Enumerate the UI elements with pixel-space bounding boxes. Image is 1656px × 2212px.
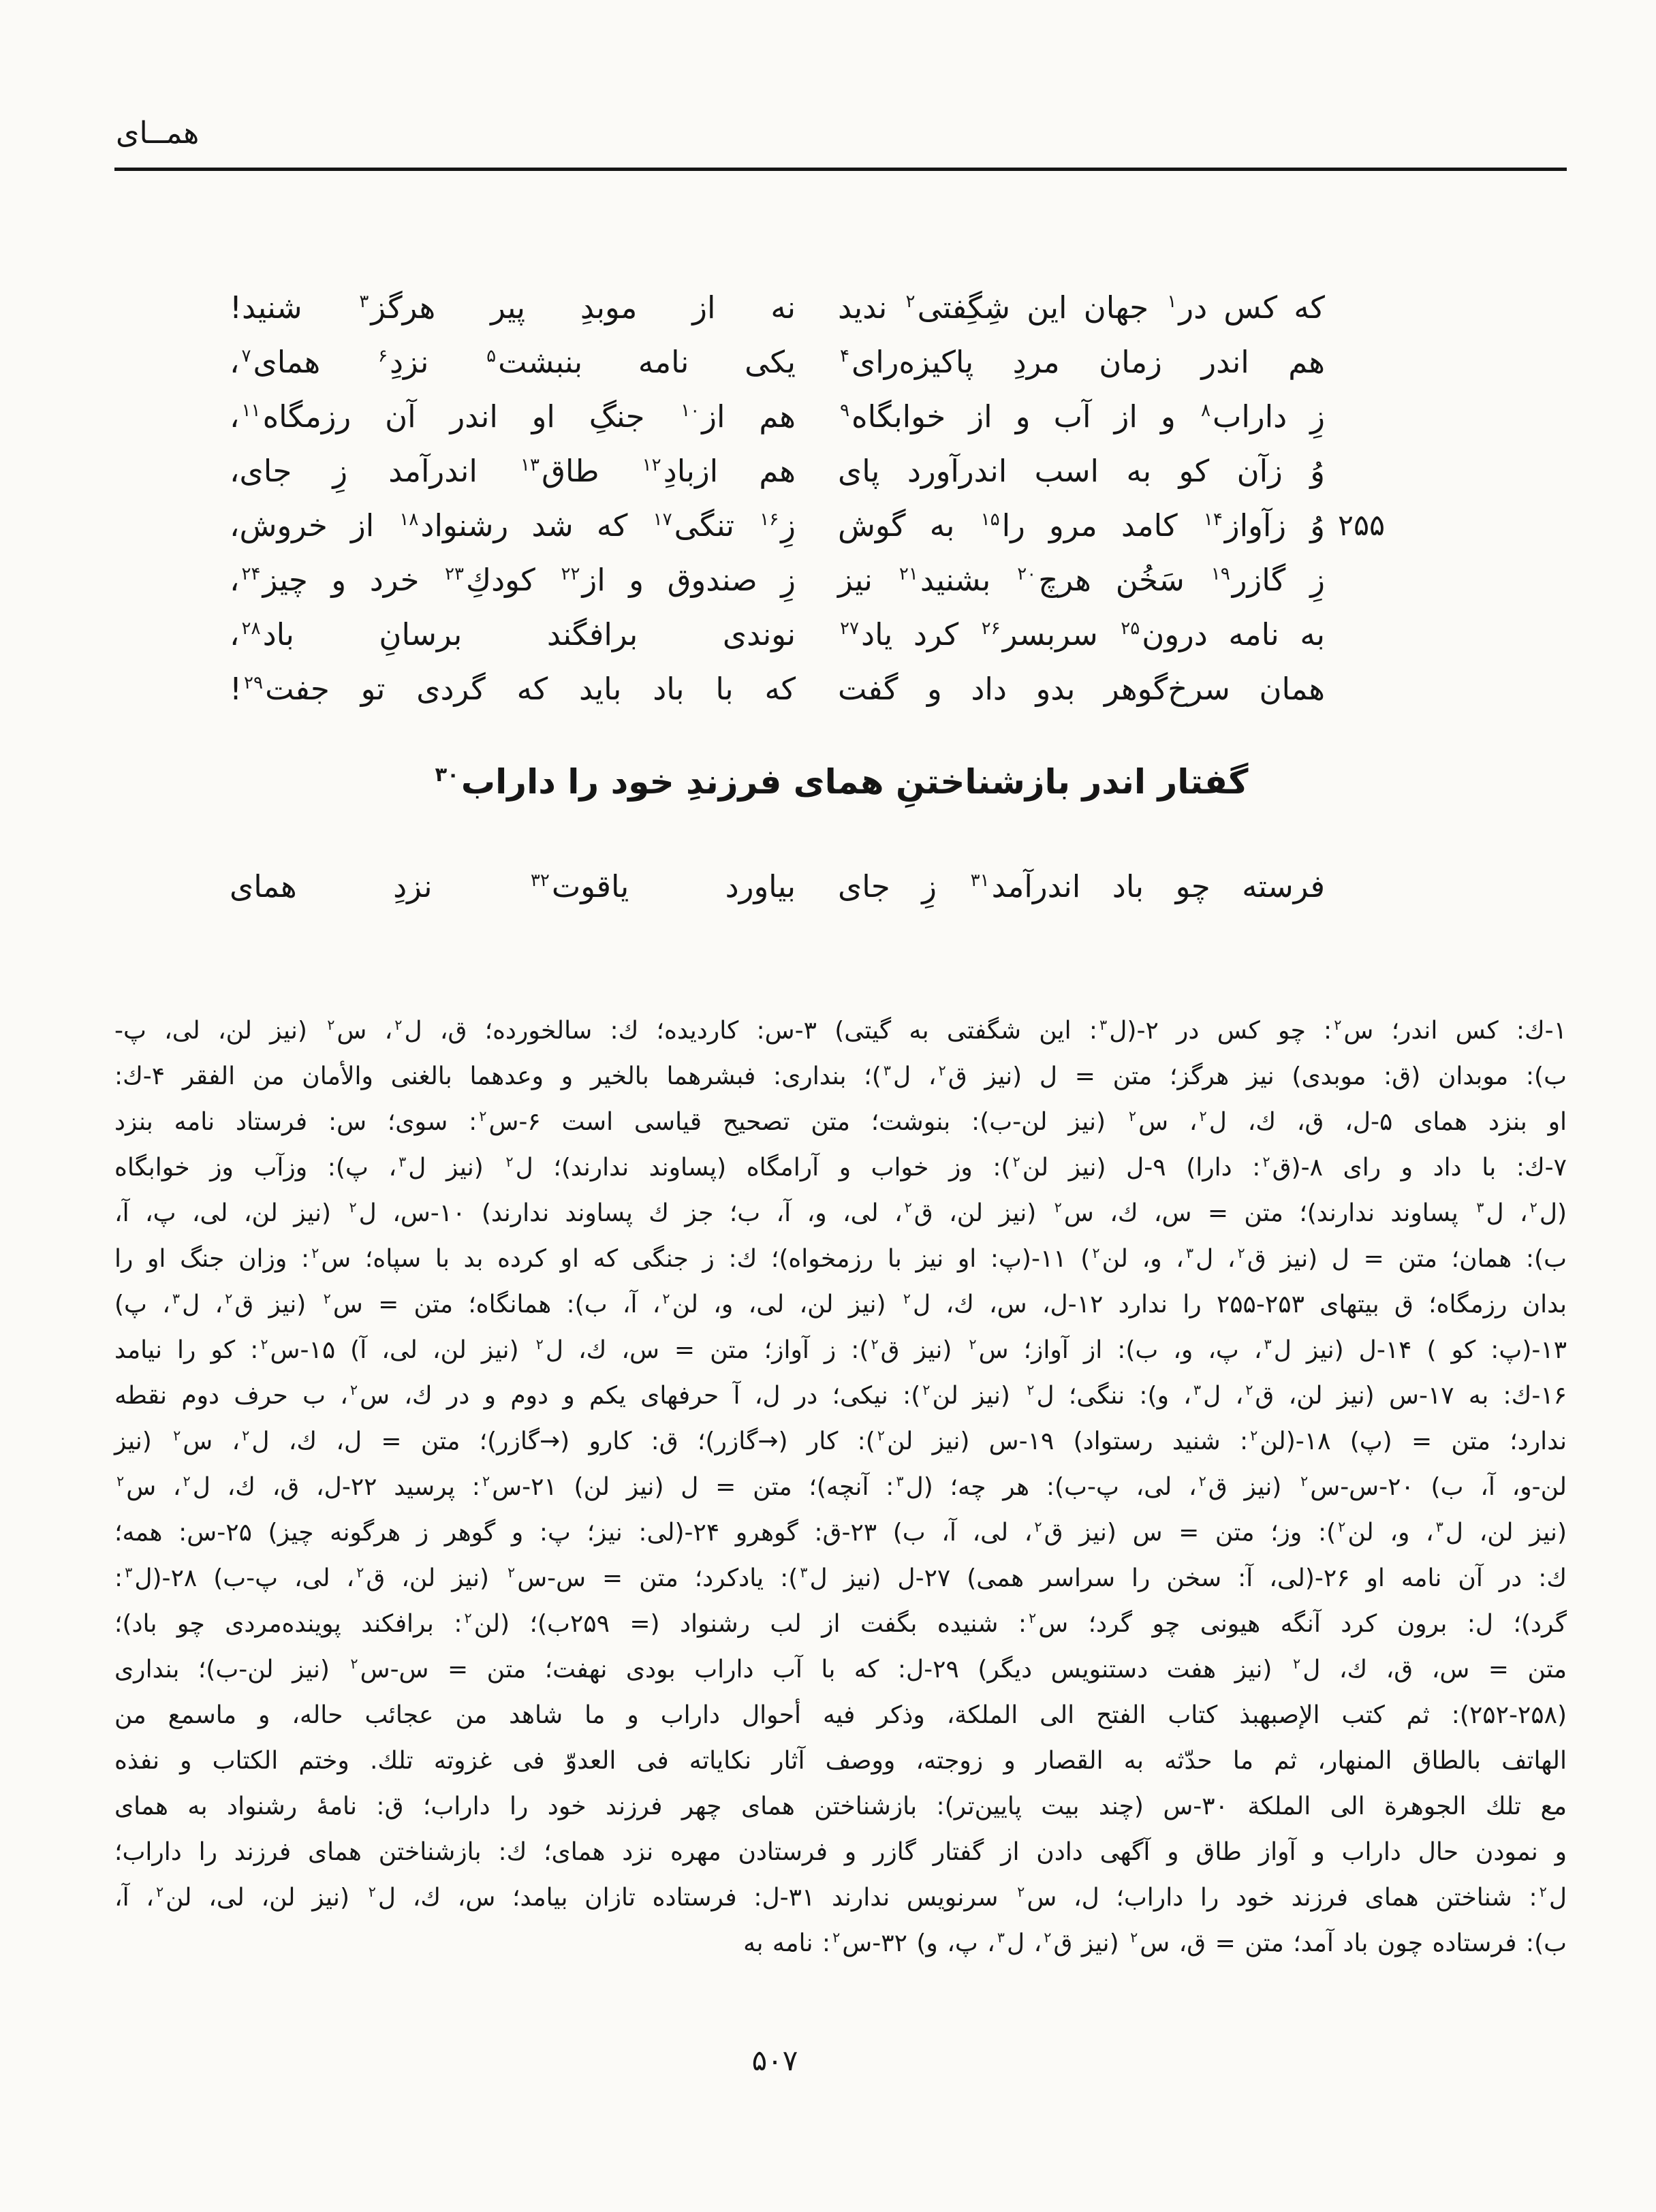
bayt-margin-number	[1319, 444, 1404, 499]
bayt-margin-number	[1319, 607, 1404, 662]
bayt-margin-number: ۲۵۵	[1337, 509, 1386, 543]
apparatus-line: ندارد؛ متن = (پ) ۱۸-(لن$^۲$: شنيد رستواد) ۱۹-س (نيز لن$^۲$): كار (→گازر)؛ ق: كارو (→گازر)؛ متن = ل، ك، ل$^۲$، س$^۲$ (نيز	[114, 1427, 1567, 1455]
hemistich-left: زِ صندوق و از$^{۲۲}$ كودكِ$^{۲۳}$ خرد و چيز$^{۲۴}$،	[230, 562, 796, 598]
hemistich-left: زِ$^{۱۶}$ تنگى$^{۱۷}$ كه شد رشنواد$^{۱۸}$ از خروش،	[230, 507, 796, 543]
apparatus-line: (۲۵۲-۲۵۸): ثم كتب الإصبهبذ كتاب الفتح الى الملكة، وذكر فيه أحوال داراب و ما شاهد من عجائب حاله، و ماسمع من	[114, 1701, 1567, 1729]
apparatus-line: ۱-ك: كس اندر؛ س$^۲$: چو كس در ۲-(ل$^۳$: اين شگفتى به گيتى) ۳-س: كارديده؛ ك: سالخورده؛ ق، ل$^۲$، س$^۲$ (نيز لن، لى، پ-	[114, 1017, 1567, 1045]
apparatus-line: ك: در آن نامه او ۲۶-(لى، آ: سخن را سراسر همى) ۲۷-ل (نيز ل$^۳$): يادكرد؛ متن = س-س$^۲$ (نيز لن، ق$^۲$، لى، پ-ب) ۲۸-(ل$^۳$:	[114, 1564, 1567, 1592]
hemistich-left: نه از موبدِ پير هرگز$^۳$ شنيد!	[230, 289, 796, 326]
bayt-margin-number	[1319, 281, 1404, 335]
apparatus-line: و نمودن حال داراب و آواز طاق و آگهى دادن از گفتار گازر و فرستادن مهره نزد هماى؛ ك: بازشناختن هماى فرزند را داراب؛	[114, 1838, 1567, 1866]
section-heading: گفتار اندر بازشناختنِ هماى فرزندِ خود را داراب$^{۳۰}$	[435, 762, 1249, 802]
header-rule	[114, 168, 1567, 171]
bayt-row	[0, 607, 1656, 662]
apparatus-line: مع تلك الجوهرة الى الملكة ۳۰-س (چند بيت پايين‌تر): بازشناختن هماى چهر فرزند خود را داراب؛ ق: نامهٔ رشنواد به هماى	[114, 1792, 1567, 1820]
hemistich-right: به نامه درون$^{۲۵}$ سربسر$^{۲۶}$ كرد ياد$^{۲۷}$	[840, 616, 1325, 652]
hemistich-right: كه كس در$^۱$ جهان اين شِگِفتى$^۲$ نديد	[838, 289, 1325, 326]
apparatus-line: بدان رزمگاه؛ ق بيتهاى ۲۵۳-۲۵۵ را ندارد ۱۲-ل، س، ك، ل$^۲$ (نيز لن، لى، و، لن$^۲$، آ، ب): همانگاه؛ متن = س$^۲$ (نيز ق$^۲$، ل$^۳$، پ)	[114, 1291, 1567, 1318]
apparatus-line: ب): همان؛ متن = ل (نيز ق$^۲$، ل$^۳$، و، لن$^۲$) ۱۱-(پ: او نيز با رزمخواه)؛ ك: ز جنگى كه او كرده بد با سپاه؛ س$^۲$: وزان جنگ او را	[114, 1245, 1567, 1273]
apparatus-line: ۱۳-(پ: كو ) ۱۴-ل (نيز ل$^۳$، پ، و، ب): از آواز؛ س$^۲$ (نيز ق$^۲$): ز آواز؛ متن = س، ك، ل$^۲$ (نيز لن، لى، آ) ۱۵-س$^۲$: كو را نيامد	[114, 1336, 1567, 1364]
hemistich-right: زِ گازر$^{۱۹}$ سَخُن هرچ$^{۲۰}$ بشنيد$^{۲۱}$ نيز	[838, 562, 1325, 598]
running-title: همــاى	[116, 116, 200, 151]
bayt-row	[0, 444, 1656, 499]
bayt-margin-number	[1319, 553, 1404, 607]
hemistich-right: همان سرخ‌گوهر بدو داد و گفت	[838, 671, 1325, 707]
bayt-row	[0, 335, 1656, 390]
apparatus-block	[114, 1008, 1567, 1966]
verse-after-heading	[0, 859, 1656, 914]
bayt-row	[0, 499, 1656, 553]
apparatus-line: لن-و، آ، ب) ۲۰-س-س$^۲$ (نيز ق$^۲$، لى، پ-ب): هر چه؛ (ل$^۳$: آنچه)؛ متن = ل (نيز لن) ۲۱-س$^۲$: پرسيد ۲۲-ل، ق، ك، ل$^۲$، س$^۲$	[116, 1473, 1567, 1501]
hemistich-right: وُ زآن كو به اسب اندرآورد پاى	[838, 453, 1325, 489]
hemistich-left: كه با باد بايد كه گردى تو جفت$^{۲۹}$!	[230, 671, 796, 707]
hemistich-left: هم از$^{۱۰}$ جنگِ او اندر آن رزمگاه$^{۱۱}$،	[230, 398, 796, 434]
poem	[0, 281, 1656, 716]
hemistich-right: فرسته چو باد اندرآمد$^{۳۱}$ زِ جاى	[838, 868, 1326, 904]
hemistich-left: نوندى برافگند برسانِ باد$^{۲۸}$،	[230, 616, 796, 652]
bayt-margin-number	[1319, 390, 1404, 444]
apparatus-line: (ل$^۲$، ل$^۳$ پساوند ندارند)؛ متن = س، ك، س$^۲$ (نيز لن، ق$^۲$، لى، و، آ، ب؛ جز ك پساوند ندارند) ۱۰-س، ل$^۲$ (نيز لن، لى، پ، آ،	[114, 1199, 1567, 1227]
apparatus-line: الهاتف بالطاق المنهار، ثم ما حدّثه به القصار و زوجته، ووصف آثار نكاياته فى العدوّ فى غزوته تلك. وختم الكتاب و نفذه	[114, 1747, 1567, 1775]
apparatus-line: متن = س، ق، ك، ل$^۲$ (نيز هفت دستنويس ديگر) ۲۹-ل: كه با آب داراب بودى نهفت؛ متن = س-س$^۲$ (نيز لن-ب)؛ بندارى	[114, 1656, 1567, 1684]
bayt-row	[0, 859, 1656, 914]
hemistich-right: هم اندر زمان مردِ پاكيزه‌راى$^۴$	[840, 344, 1325, 380]
bayt-margin-number	[1319, 335, 1404, 390]
hemistich-left: هم ازبادِ$^{۱۲}$ طاق$^{۱۳}$ اندرآمد زِ جاى،	[230, 453, 796, 489]
hemistich-right: زِ داراب$^۸$ و از آب و از خوابگاه$^۹$	[840, 398, 1325, 434]
apparatus-line: ل$^۲$: شناختن هماى فرزند خود را داراب؛ ل، س$^۲$ سرنويس ندارند ۳۱-ل: فرستاده تازان بيامد؛ س، ك، ل$^۲$ (نيز لن، لى، لن$^۲$، آ،	[114, 1884, 1567, 1912]
bayt-row	[0, 553, 1656, 607]
apparatus-line: ب): فرستاده چون باد آمد؛ متن = ق، س$^۲$ (نيز ق$^۲$، ل$^۳$، پ، و) ۳۲-س$^۲$: نامه به	[743, 1929, 1567, 1957]
bayt-row	[0, 662, 1656, 716]
page-number: ۵۰۷	[751, 2044, 798, 2077]
hemistich-right: وُ زآواز$^{۱۴}$ كامد مرو را$^{۱۵}$ به گوش	[838, 507, 1325, 543]
apparatus-line: ۱۶-ك: به ۱۷-س (نيز لن، ق$^۲$، ل$^۳$، و): ننگى؛ ل$^۲$ (نيز لن$^۲$): نيكى؛ در ل، آ حرفهاى يكم و دوم و در ك، س$^۲$، ب حرف دوم نقطه	[114, 1382, 1567, 1410]
apparatus-line: او بنزد هماى ۵-ل، ق، ك، ل$^۲$، س$^۲$ (نيز لن-ب): بنوشت؛ متن تصحيح قياسى است ۶-س$^۲$: سوى؛ س: فرستاد نامه بنزد	[114, 1108, 1567, 1136]
apparatus-line: ب): موبدان (ق: موبدى) نيز هرگز؛ متن = ل (نيز ق$^۲$، ل$^۳$)؛ بندارى: فبشرهما بالخير و وعدهما بالغنى والأمان من الفقر ۴-ك:	[114, 1062, 1567, 1090]
hemistich-left: يكى نامه بنبشت$^۵$ نزدِ$^۶$ هماى$^۷$،	[230, 344, 796, 380]
bayt-row	[0, 281, 1656, 335]
apparatus-line: (نيز لن، ل$^۳$، و، لن$^۲$): وز؛ متن = س (نيز ق$^۲$، لى، آ، ب) ۲۳-ق: گوهرو ۲۴-(لى: نيز؛ پ: و گوهر ز هرگونه چيز) ۲۵-س: همه؛	[114, 1519, 1567, 1547]
hemistich-left: بياورد ياقوت$^{۳۲}$ نزدِ هماى	[230, 868, 796, 904]
apparatus-line: ۷-ك: با داد و راى ۸-(ق$^۲$: دارا) ۹-ل (نيز لن$^۲$): وز خواب و آرامگاه (پساوند ندارند)؛ ل$^۲$ (نيز ل$^۳$، پ): وزآب وز خوابگاه	[114, 1154, 1567, 1182]
apparatus-line: گرد)؛ ل: برون كرد آنگه هيونى چو گرد؛ س$^۲$: شنيده بگفت از لب رشنواد (= ۲۵۹ب)؛ (لن$^۲$: برافكند پوينده‌مردى چو باد)؛	[114, 1610, 1567, 1638]
bayt-row	[0, 390, 1656, 444]
bayt-margin-number	[1319, 662, 1404, 716]
